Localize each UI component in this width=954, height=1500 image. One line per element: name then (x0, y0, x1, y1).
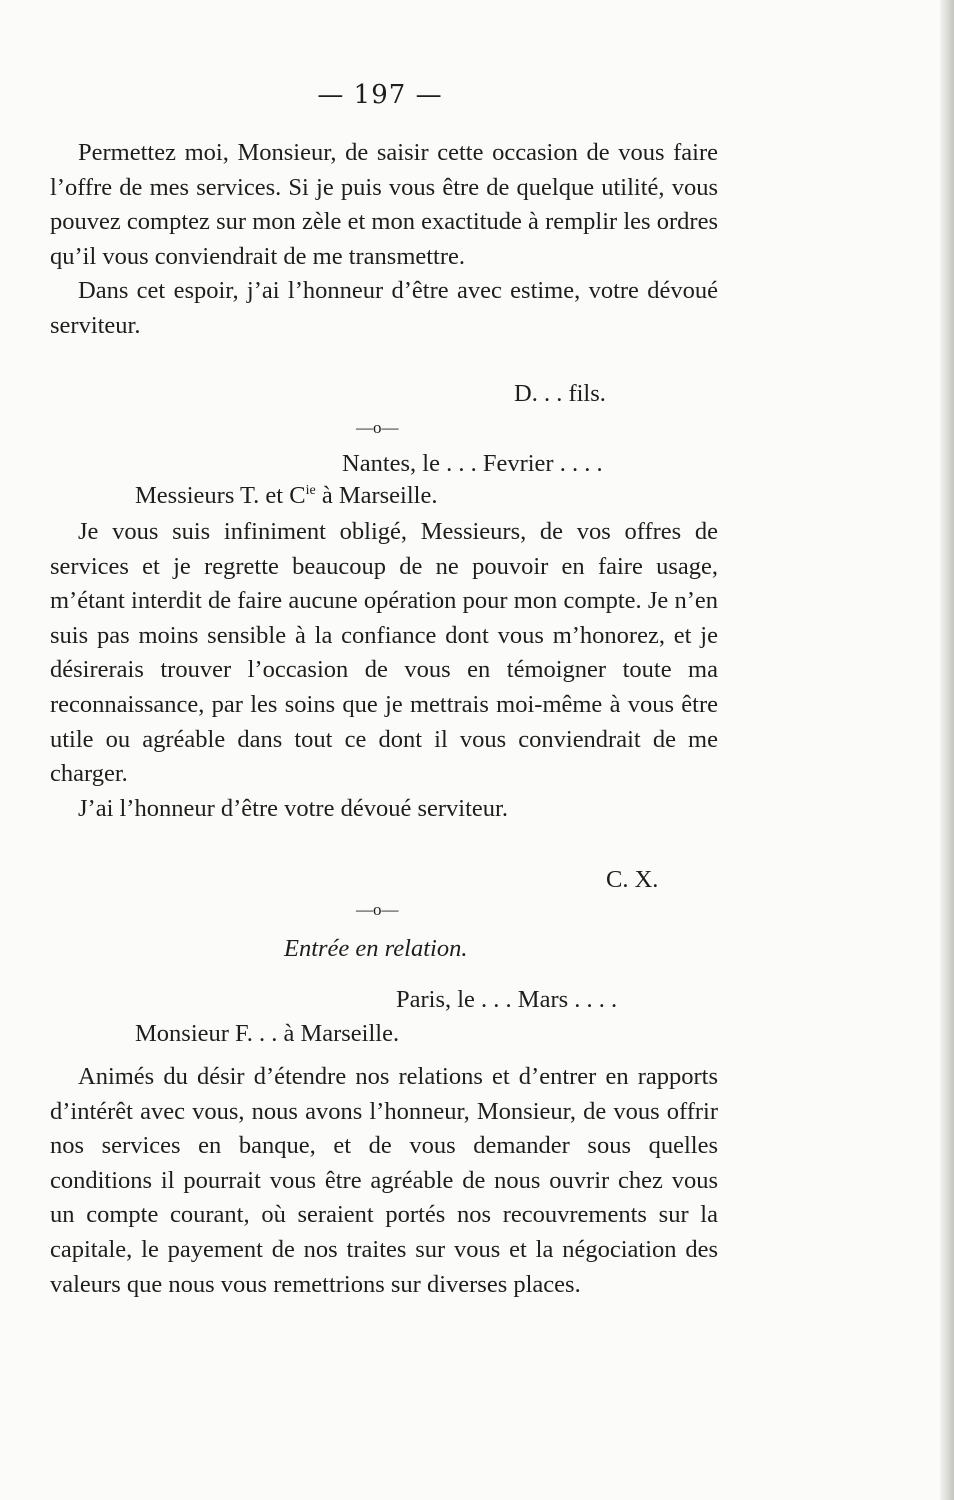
letter-1-paragraph-1: Permettez moi, Monsieur, de saisir cette occasion de vous faire l’offre de mes services. Si je puis vous être de quelque utilité, vous pouvez comptez sur mon zèle et mon exactitude à remplir les ordres qu’il vous conviendrait de me transmettre. (50, 139, 718, 270)
letter-3-recipient: Monsieur F. . . à Marseille. (135, 1020, 400, 1047)
letter-2-paragraph-2: J’ai l’honneur d’être votre dévoué serviteur. (78, 794, 508, 822)
separator-1: —o— (356, 418, 399, 437)
letter-2-recipient: Messieurs T. et $C^{ie}$ à Marseille. (135, 482, 438, 509)
letter-3-body (50, 1060, 718, 1302)
page-number: — 197 — (317, 80, 443, 110)
letter-1-signature: D. . . fils. (514, 380, 606, 407)
letter-3-heading: Entrée en relation. (284, 935, 468, 962)
letter-2-signature: C. X. (606, 866, 659, 893)
letter-2-paragraph-1: Je vous suis infiniment obligé, Messieurs, de vos offres de services et je regrette beaucoup de ne pouvoir en faire usage, m’étant interdit de faire aucune opération pour mon compte. Je n’en suis pas moins sensible à la confiance dont vous m’honorez, et je désirerais trouver l’occasion de vous en témoigner toute ma reconnaissance, par les soins que je mettrais moi-même à vous être utile ou agréable dans tout ce dont il vous conviendrait de me charger. (50, 518, 718, 788)
page-edge-shadow (940, 0, 954, 1500)
letter-1-body (50, 136, 718, 344)
letter-3-paragraph-1: Animés du désir d’étendre nos relations et d’entrer en rapports d’intérêt avec vous, nous avons l’honneur, Monsieur, de vous offrir nos services en banque, et de vous demander sous quelles conditions il pourrait vous être agréable de nous ouvrir chez vous un compte courant, où seraient portés nos recouvrements sur la capitale, le payement de nos traites sur vous et la négociation des valeurs que nous vous remettrions sur diverses places. (50, 1063, 718, 1298)
letter-2-body (50, 515, 718, 826)
letter-1-paragraph-2: Dans cet espoir, j’ai l’honneur d’être avec estime, votre dévoué serviteur. (50, 277, 718, 339)
letter-3-place-date: Paris, le . . . Mars . . . . (396, 986, 618, 1013)
letter-2-place-date: Nantes, le . . . Fevrier . . . . (342, 450, 603, 477)
separator-2: —o— (356, 900, 399, 919)
